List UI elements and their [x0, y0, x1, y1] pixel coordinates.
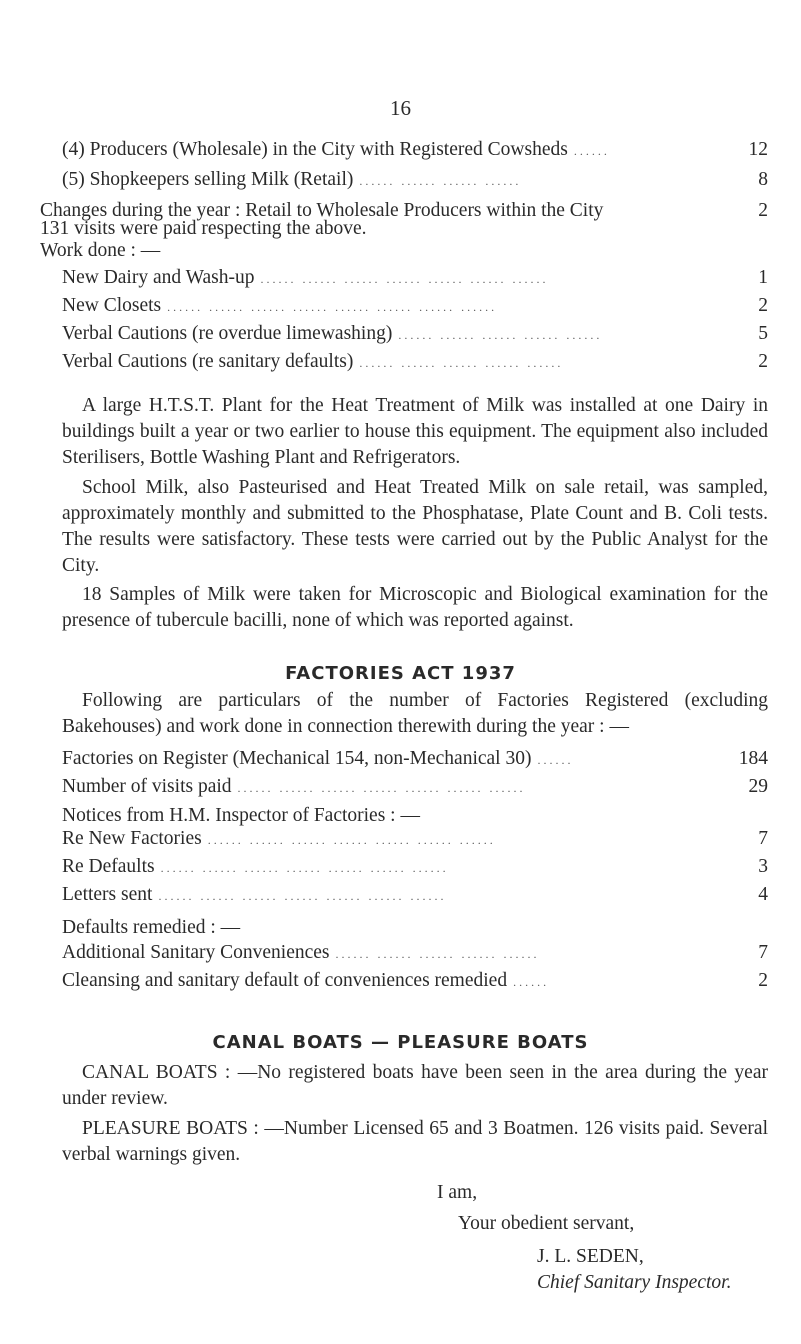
changes-line: Changes during the year : Retail to Wholesale Producers within the City 2	[40, 200, 768, 221]
list-item: Re Defaults ...... ...... ...... ...... ...... ...... ...... 3	[62, 856, 768, 877]
closing-line: I am,	[437, 1182, 478, 1203]
notices-label: Notices from H.M. Inspector of Factories : —	[62, 805, 420, 826]
visits-note: 131 visits were paid respecting the above.	[40, 218, 367, 239]
factories-heading: FACTORIES ACT 1937	[285, 663, 516, 684]
list-item: Additional Sanitary Conveniences ...... ...... ...... ...... ...... 7	[62, 942, 768, 963]
work-done-label: Work done : —	[40, 240, 161, 261]
signatory-name: J. L. SEDEN,	[537, 1246, 644, 1267]
list-item: New Dairy and Wash-up ...... ...... ...... ...... ...... ...... ...... 1	[62, 267, 768, 288]
list-item: Factories on Register (Mechanical 154, non-Mechanical 30) ...... 184	[62, 748, 768, 769]
pleasure-boats-paragraph: PLEASURE BOATS : —Number Licensed 65 and 3 Boatmen. 126 visits paid. Several verbal warnings given.	[62, 1118, 768, 1165]
signatory-title: Chief Sanitary Inspector.	[537, 1272, 732, 1293]
list-item: (4) Producers (Wholesale) in the City with Registered Cowsheds ...... 12	[62, 139, 768, 160]
list-item: (5) Shopkeepers selling Milk (Retail) ...... ...... ...... ...... 8	[62, 169, 768, 190]
list-item: Verbal Cautions (re sanitary defaults) ...... ...... ...... ...... ...... 2	[62, 351, 768, 372]
boats-heading: CANAL BOATS — PLEASURE BOATS	[212, 1032, 589, 1053]
list-item: Number of visits paid ...... ...... ...... ...... ...... ...... ...... 29	[62, 776, 768, 797]
list-item: Re New Factories ...... ...... ...... ...... ...... ...... ...... 7	[62, 828, 768, 849]
school-milk-paragraph: School Milk, also Pasteurised and Heat Treated Milk on sale retail, was sampled, approximately monthly and submitted to the Phosphatase, Plate Count and B. Coli tests. The results were satisfactory. These tests were carried out by the Public Analyst for the City.	[62, 477, 768, 576]
list-item: Cleansing and sanitary default of conveniences remedied ...... 2	[62, 970, 768, 991]
list-item: New Closets ...... ...... ...... ...... ...... ...... ...... ...... 2	[62, 295, 768, 316]
defaults-label: Defaults remedied : —	[62, 917, 241, 938]
samples-paragraph: 18 Samples of Milk were taken for Microscopic and Biological examination for the presence of tubercule bacilli, none of which was reported against.	[62, 584, 768, 631]
closing-line: Your obedient servant,	[458, 1213, 635, 1234]
page-number: 16	[390, 96, 411, 120]
list-item: Verbal Cautions (re overdue limewashing) ...... ...... ...... ...... ...... 5	[62, 323, 768, 344]
list-item: Letters sent ...... ...... ...... ...... ...... ...... ...... 4	[62, 884, 768, 905]
htst-paragraph: A large H.T.S.T. Plant for the Heat Treatment of Milk was installed at one Dairy in buildings built a year or two earlier to house this equipment. The equipment also included Sterilisers, Bottle Washing Plant and Refrigerators.	[62, 395, 768, 468]
canal-boats-paragraph: CANAL BOATS : —No registered boats have been seen in the area during the year under review.	[62, 1062, 768, 1109]
factories-intro: Following are particulars of the number of Factories Registered (excluding Bakehouses) and work done in connection therewith during the year : —	[62, 690, 768, 737]
